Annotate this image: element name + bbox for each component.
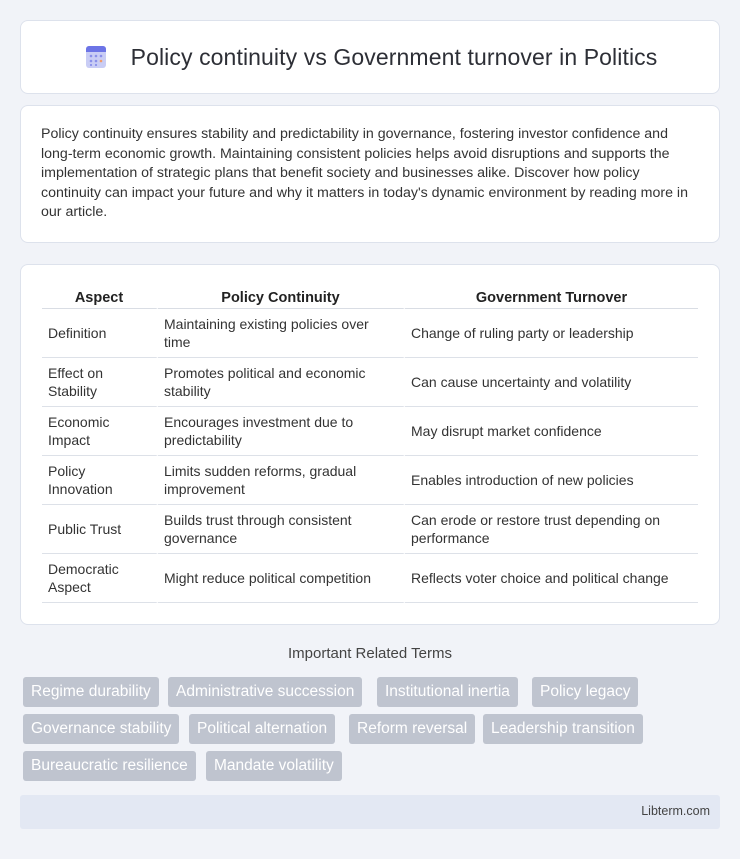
table-cell-government-turnover: Enables introduction of new policies — [405, 456, 698, 505]
table-row — [42, 358, 698, 407]
related-term-tag[interactable]: Administrative succession — [168, 677, 362, 707]
table-cell-policy-continuity: Might reduce political competition — [158, 554, 405, 603]
table-cell-government-turnover: Change of ruling party or leadership — [405, 309, 698, 358]
related-terms-title: Important Related Terms — [288, 645, 452, 662]
table-cell-government-turnover: Can cause uncertainty and volatility — [405, 358, 698, 407]
page-header — [20, 20, 720, 94]
table-header-row — [42, 287, 698, 309]
table-cell-aspect: Democratic Aspect — [42, 554, 158, 603]
table-cell-policy-continuity: Promotes political and economic stability — [158, 358, 405, 407]
table-cell-policy-continuity: Encourages investment due to predictability — [158, 407, 405, 456]
comparison-card — [20, 264, 720, 625]
related-term-tag[interactable]: Mandate volatility — [206, 751, 342, 781]
related-term-tag[interactable]: Regime durability — [23, 677, 159, 707]
table-row — [42, 456, 698, 505]
related-term-tag[interactable]: Governance stability — [23, 714, 179, 744]
intro-text: Policy continuity ensures stability and predictability in governance, fostering investor confidence and long-term economic growth. Maintaining consistent policies helps avoid disruptions and supports the implementation of strategic plans that benefit society and businesses alike. Discover how policy continuity can impact your future and why it matters in today's dynamic environment by reading more in our article. — [41, 126, 688, 221]
table-cell-government-turnover: Reflects voter choice and political change — [405, 554, 698, 603]
table-cell-aspect: Public Trust — [42, 505, 158, 554]
table-cell-aspect: Policy Innovation — [42, 456, 158, 505]
page-footer — [20, 795, 720, 829]
table-row — [42, 309, 698, 358]
table-row — [42, 505, 698, 554]
table-cell-government-turnover: May disrupt market confidence — [405, 407, 698, 456]
document-icon — [83, 44, 109, 70]
related-term-tag[interactable]: Institutional inertia — [377, 677, 518, 707]
table-cell-aspect: Definition — [42, 309, 158, 358]
related-term-tag[interactable]: Political alternation — [189, 714, 335, 744]
footer-brand-link[interactable]: Libterm.com — [641, 804, 710, 818]
page-title: Policy continuity vs Government turnover in Politics — [130, 43, 658, 70]
related-term-tag[interactable]: Leadership transition — [483, 714, 643, 744]
column-header-policy-continuity: Policy Continuity — [158, 287, 405, 309]
related-term-tag[interactable]: Reform reversal — [349, 714, 475, 744]
table-cell-aspect: Economic Impact — [42, 407, 158, 456]
intro-card — [20, 105, 720, 243]
table-cell-policy-continuity: Limits sudden reforms, gradual improvement — [158, 456, 405, 505]
related-term-tag[interactable]: Policy legacy — [532, 677, 638, 707]
column-header-aspect: Aspect — [42, 287, 158, 309]
table-cell-policy-continuity: Maintaining existing policies over time — [158, 309, 405, 358]
table-row — [42, 554, 698, 603]
table-cell-policy-continuity: Builds trust through consistent governance — [158, 505, 405, 554]
table-cell-aspect: Effect on Stability — [42, 358, 158, 407]
related-term-tag[interactable]: Bureaucratic resilience — [23, 751, 196, 781]
table-cell-government-turnover: Can erode or restore trust depending on performance — [405, 505, 698, 554]
comparison-table — [42, 287, 698, 603]
table-row — [42, 407, 698, 456]
column-header-government-turnover: Government Turnover — [405, 287, 698, 309]
